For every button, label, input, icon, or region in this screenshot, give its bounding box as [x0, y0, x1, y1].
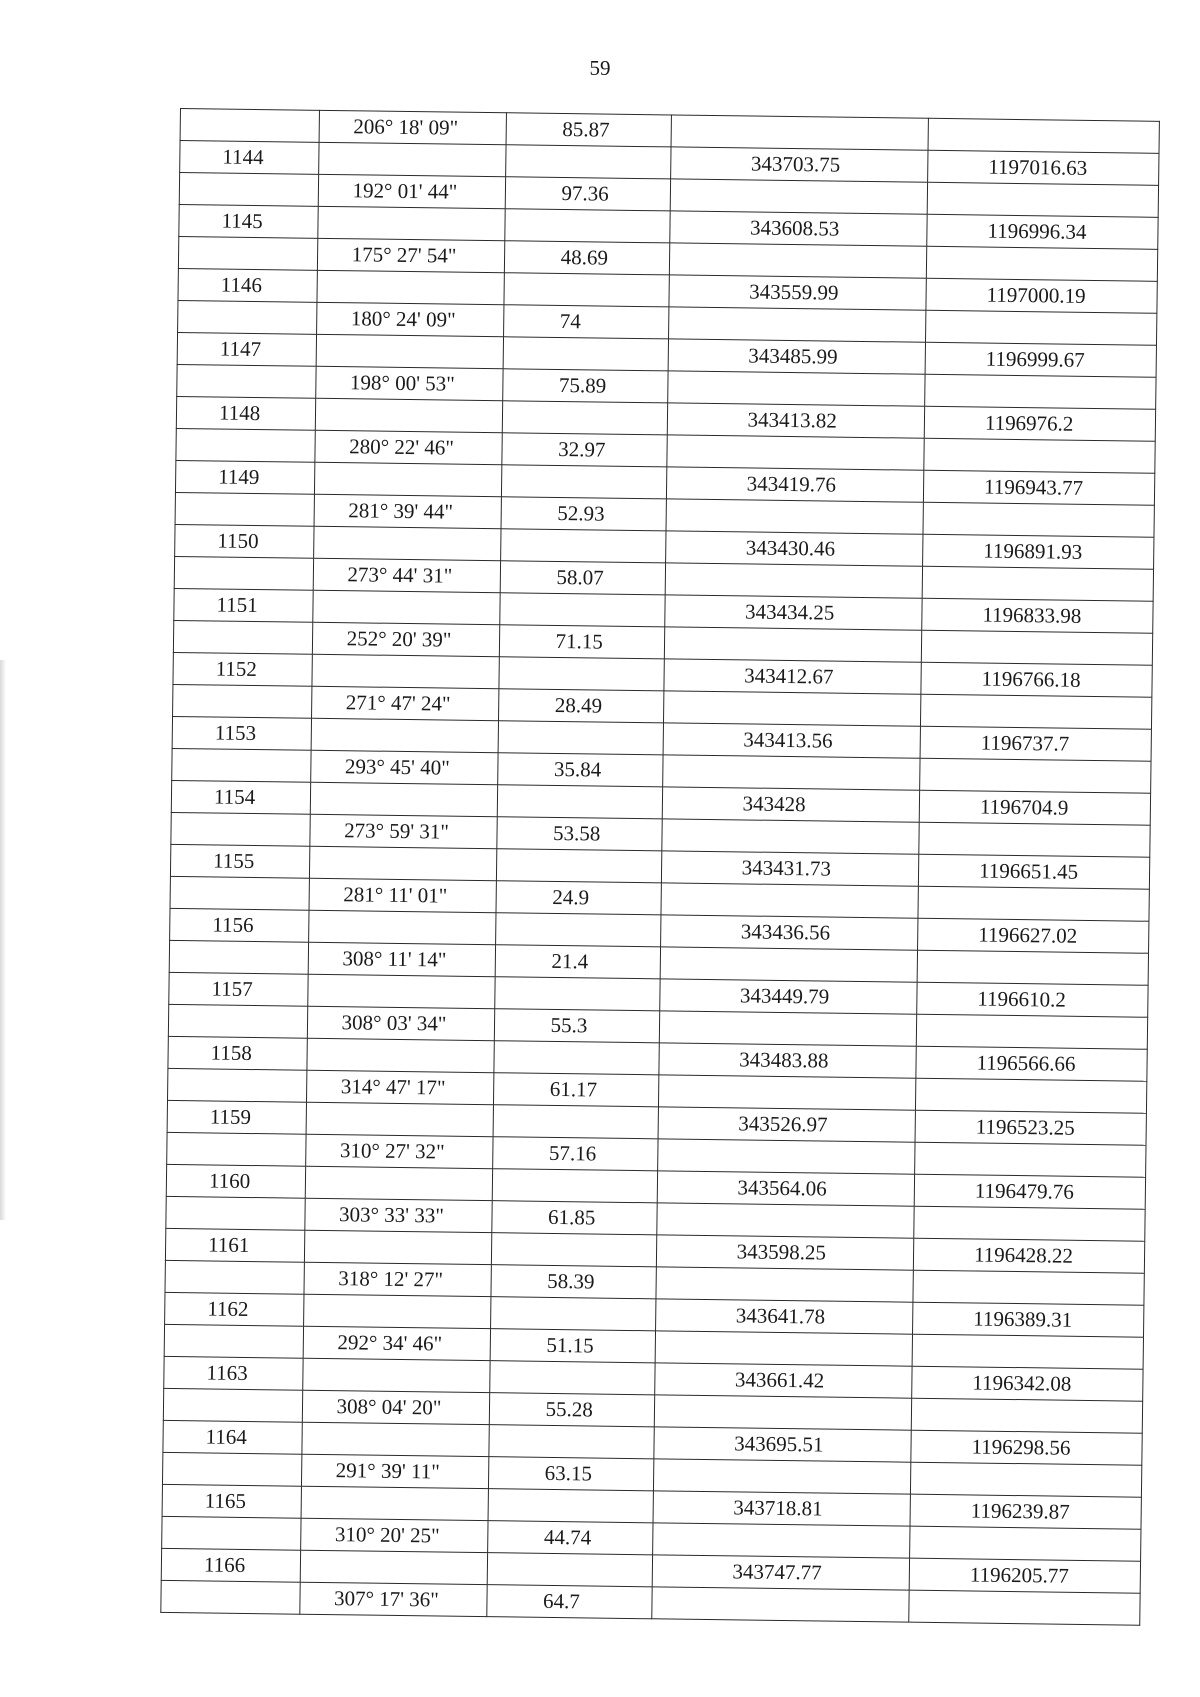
- distance-cell: 32.97: [501, 433, 666, 467]
- station-cell: [162, 1452, 301, 1486]
- easting-cell: 343747.77: [652, 1555, 910, 1590]
- bearing-cell: 314° 47' 17": [306, 1070, 493, 1104]
- easting-cell: 343661.42: [654, 1363, 912, 1398]
- bearing-cell: [304, 1230, 491, 1264]
- bearing-cell: 273° 44' 31": [313, 558, 500, 592]
- northing-cell: 1196891.93: [923, 534, 1154, 569]
- northing-cell: [919, 822, 1150, 857]
- northing-cell: [924, 438, 1155, 473]
- station-cell: [177, 364, 316, 398]
- northing-cell: 1196610.2: [917, 982, 1148, 1017]
- easting-cell: 343419.76: [666, 467, 924, 502]
- distance-cell: [490, 1297, 655, 1331]
- bearing-cell: 192° 01' 44": [318, 174, 505, 208]
- distance-cell: 55.3: [494, 1009, 659, 1043]
- bearing-cell: [302, 1358, 489, 1392]
- easting-cell: [670, 179, 928, 214]
- bearing-cell: 303° 33' 33": [304, 1198, 491, 1232]
- easting-cell: [657, 1139, 915, 1174]
- easting-cell: 343413.56: [663, 723, 921, 758]
- easting-cell: 343413.82: [667, 403, 925, 438]
- bearing-cell: [311, 718, 498, 752]
- easting-cell: 343430.46: [665, 531, 923, 566]
- distance-cell: 57.16: [492, 1137, 657, 1171]
- station-cell: [166, 1196, 305, 1230]
- station-cell: 1145: [179, 204, 318, 238]
- distance-cell: [499, 657, 664, 691]
- station-cell: 1157: [169, 972, 308, 1006]
- bearing-cell: 273° 59' 31": [309, 814, 496, 848]
- distance-cell: 71.15: [499, 625, 664, 659]
- distance-cell: [502, 401, 667, 435]
- station-cell: [168, 1004, 307, 1038]
- northing-cell: [909, 1590, 1140, 1625]
- northing-cell: 1197000.19: [926, 278, 1157, 313]
- bearing-cell: 206° 18' 09": [319, 110, 506, 144]
- distance-cell: 53.58: [496, 817, 661, 851]
- easting-cell: 343412.67: [664, 659, 922, 694]
- station-cell: 1154: [171, 780, 310, 814]
- distance-cell: [493, 1105, 658, 1139]
- northing-cell: [910, 1462, 1141, 1497]
- easting-cell: [653, 1459, 911, 1494]
- distance-cell: 97.36: [505, 177, 670, 211]
- distance-cell: [489, 1361, 654, 1395]
- northing-cell: [910, 1526, 1141, 1561]
- station-cell: [168, 1068, 307, 1102]
- station-cell: 1163: [164, 1356, 303, 1390]
- station-cell: [172, 748, 311, 782]
- bearing-cell: 281° 39' 44": [314, 494, 501, 528]
- northing-cell: [926, 246, 1157, 281]
- easting-cell: 343526.97: [658, 1107, 916, 1142]
- northing-cell: [928, 118, 1159, 153]
- station-cell: [169, 940, 308, 974]
- bearing-cell: 308° 03' 34": [307, 1006, 494, 1040]
- station-cell: [165, 1260, 304, 1294]
- bearing-cell: 271° 47' 24": [311, 686, 498, 720]
- bearing-cell: [305, 1166, 492, 1200]
- easting-cell: 343695.51: [653, 1427, 911, 1462]
- bearing-cell: 310° 20' 25": [300, 1518, 487, 1552]
- distance-cell: 58.39: [491, 1265, 656, 1299]
- easting-cell: [659, 1011, 917, 1046]
- northing-cell: [920, 694, 1151, 729]
- distance-cell: [497, 785, 662, 819]
- northing-cell: [912, 1334, 1143, 1369]
- distance-cell: 61.85: [491, 1201, 656, 1235]
- northing-cell: 1196428.22: [913, 1238, 1144, 1273]
- northing-cell: 1196737.7: [920, 726, 1151, 761]
- easting-cell: [664, 627, 922, 662]
- station-cell: 1151: [174, 588, 313, 622]
- distance-cell: 58.07: [500, 561, 665, 595]
- distance-cell: 21.4: [495, 945, 660, 979]
- station-cell: 1162: [165, 1292, 304, 1326]
- station-cell: [180, 109, 319, 143]
- northing-cell: [914, 1206, 1145, 1241]
- northing-cell: [925, 374, 1156, 409]
- bearing-cell: 280° 22' 46": [314, 430, 501, 464]
- northing-cell: 1196205.77: [909, 1558, 1140, 1593]
- station-cell: [174, 556, 313, 590]
- northing-cell: [921, 630, 1152, 665]
- distance-cell: 85.87: [506, 113, 671, 147]
- bearing-cell: 198° 00' 53": [315, 366, 502, 400]
- station-cell: 1156: [170, 908, 309, 942]
- easting-cell: [666, 435, 924, 470]
- bearing-cell: 307° 17' 36": [299, 1582, 486, 1616]
- station-cell: [170, 876, 309, 910]
- bearing-cell: 180° 24' 09": [316, 302, 503, 336]
- bearing-cell: 318° 12' 27": [304, 1262, 491, 1296]
- distance-cell: 75.89: [502, 369, 667, 403]
- station-cell: 1158: [168, 1036, 307, 1070]
- bearing-cell: [314, 462, 501, 496]
- northing-cell: 1196833.98: [922, 598, 1153, 633]
- bearing-cell: [309, 846, 496, 880]
- distance-cell: 63.15: [488, 1457, 653, 1491]
- easting-cell: 343559.99: [669, 275, 927, 310]
- page-number: 59: [589, 56, 611, 80]
- easting-cell: [663, 691, 921, 726]
- distance-cell: 74: [503, 305, 668, 339]
- station-cell: [161, 1580, 300, 1614]
- northing-cell: [922, 566, 1153, 601]
- easting-cell: [655, 1331, 913, 1366]
- bearing-cell: 293° 45' 40": [310, 750, 497, 784]
- easting-cell: 343598.25: [656, 1235, 914, 1270]
- bearing-cell: [312, 590, 499, 624]
- easting-cell: 343483.88: [658, 1043, 916, 1078]
- distance-cell: 64.7: [486, 1585, 651, 1619]
- easting-cell: [652, 1523, 910, 1558]
- station-cell: [163, 1388, 302, 1422]
- station-cell: 1146: [178, 268, 317, 302]
- distance-cell: 61.17: [493, 1073, 658, 1107]
- easting-cell: [651, 1587, 909, 1622]
- easting-cell: 343436.56: [660, 915, 918, 950]
- northing-cell: [916, 1014, 1147, 1049]
- distance-cell: 24.9: [496, 881, 661, 915]
- distance-cell: [500, 529, 665, 563]
- station-cell: [171, 812, 310, 846]
- easting-cell: [671, 115, 929, 150]
- station-cell: [179, 173, 318, 207]
- station-cell: 1152: [173, 652, 312, 686]
- bearing-cell: [310, 782, 497, 816]
- bearing-cell: 310° 27' 32": [305, 1134, 492, 1168]
- distance-cell: 51.15: [490, 1329, 655, 1363]
- station-cell: [178, 300, 317, 334]
- distance-cell: [488, 1425, 653, 1459]
- bearing-cell: [307, 1038, 494, 1072]
- northing-cell: 1196389.31: [912, 1302, 1143, 1337]
- easting-cell: [656, 1203, 914, 1238]
- station-cell: 1164: [163, 1420, 302, 1454]
- station-cell: 1149: [175, 460, 314, 494]
- station-cell: [164, 1324, 303, 1358]
- station-cell: [162, 1516, 301, 1550]
- bearing-cell: 291° 39' 11": [301, 1454, 488, 1488]
- distance-cell: 55.28: [489, 1393, 654, 1427]
- station-cell: [176, 428, 315, 462]
- bearing-cell: [301, 1422, 488, 1456]
- distance-cell: 28.49: [498, 689, 663, 723]
- bearing-cell: [313, 526, 500, 560]
- easting-cell: [668, 307, 926, 342]
- station-cell: [173, 684, 312, 718]
- northing-cell: 1196239.87: [910, 1494, 1141, 1529]
- northing-cell: [920, 758, 1151, 793]
- bearing-cell: [301, 1486, 488, 1520]
- bearing-cell: 292° 34' 46": [303, 1326, 490, 1360]
- station-cell: [175, 492, 314, 526]
- distance-cell: [495, 913, 660, 947]
- easting-cell: [660, 947, 918, 982]
- northing-cell: 1196766.18: [921, 662, 1152, 697]
- bearing-cell: 308° 04' 20": [302, 1390, 489, 1424]
- easting-cell: 343485.99: [668, 339, 926, 374]
- station-cell: 1161: [165, 1228, 304, 1262]
- station-cell: 1166: [161, 1548, 300, 1582]
- northing-cell: [918, 886, 1149, 921]
- easting-cell: [669, 243, 927, 278]
- distance-cell: [498, 721, 663, 755]
- distance-cell: [487, 1553, 652, 1587]
- distance-cell: [504, 209, 669, 243]
- northing-cell: 1196342.08: [912, 1366, 1143, 1401]
- bearing-cell: 175° 27' 54": [317, 238, 504, 272]
- scan-edge-shadow: [0, 660, 6, 1220]
- northing-cell: 1196566.66: [916, 1046, 1147, 1081]
- northing-cell: [911, 1398, 1142, 1433]
- distance-cell: [496, 849, 661, 883]
- northing-cell: 1196943.77: [923, 470, 1154, 505]
- northing-cell: 1196704.9: [919, 790, 1150, 825]
- survey-coordinates-table: [160, 108, 1160, 1626]
- easting-cell: [656, 1267, 914, 1302]
- easting-cell: [665, 563, 923, 598]
- easting-cell: 343449.79: [659, 979, 917, 1014]
- distance-cell: 52.93: [501, 497, 666, 531]
- station-cell: 1153: [172, 716, 311, 750]
- northing-cell: [917, 950, 1148, 985]
- northing-cell: [925, 310, 1156, 345]
- bearing-cell: [317, 270, 504, 304]
- northing-cell: [915, 1142, 1146, 1177]
- distance-cell: [491, 1233, 656, 1267]
- station-cell: 1155: [170, 844, 309, 878]
- bearing-cell: [315, 398, 502, 432]
- northing-cell: 1196996.34: [927, 214, 1158, 249]
- station-cell: 1144: [180, 141, 319, 175]
- easting-cell: [666, 499, 924, 534]
- northing-cell: [915, 1078, 1146, 1113]
- northing-cell: 1197016.63: [928, 150, 1159, 185]
- station-cell: 1160: [166, 1164, 305, 1198]
- bearing-cell: 308° 11' 14": [308, 942, 495, 976]
- distance-cell: 44.74: [487, 1521, 652, 1555]
- easting-cell: 343431.73: [661, 851, 919, 886]
- easting-cell: 343608.53: [669, 211, 927, 246]
- distance-cell: [499, 593, 664, 627]
- northing-cell: 1196999.67: [925, 342, 1156, 377]
- distance-cell: [488, 1489, 653, 1523]
- bearing-cell: [317, 206, 504, 240]
- northing-cell: [927, 182, 1158, 217]
- distance-cell: [501, 465, 666, 499]
- northing-cell: 1196523.25: [915, 1110, 1146, 1145]
- northing-cell: [923, 502, 1154, 537]
- survey-table-body: [161, 109, 1160, 1626]
- bearing-cell: [316, 334, 503, 368]
- northing-cell: 1196479.76: [914, 1174, 1145, 1209]
- distance-cell: [505, 145, 670, 179]
- bearing-cell: [312, 654, 499, 688]
- station-cell: 1147: [177, 332, 316, 366]
- station-cell: 1165: [162, 1484, 301, 1518]
- easting-cell: 343434.25: [664, 595, 922, 630]
- bearing-cell: [307, 974, 494, 1008]
- distance-cell: [503, 337, 668, 371]
- bearing-cell: [303, 1294, 490, 1328]
- easting-cell: [658, 1075, 916, 1110]
- bearing-cell: 252° 20' 39": [312, 622, 499, 656]
- easting-cell: 343564.06: [657, 1171, 915, 1206]
- northing-cell: 1196651.45: [918, 854, 1149, 889]
- station-cell: [167, 1132, 306, 1166]
- distance-cell: [504, 273, 669, 307]
- station-cell: 1150: [175, 524, 314, 558]
- bearing-cell: [318, 142, 505, 176]
- easting-cell: [661, 883, 919, 918]
- distance-cell: [492, 1169, 657, 1203]
- station-cell: 1159: [167, 1100, 306, 1134]
- easting-cell: [667, 371, 925, 406]
- distance-cell: [493, 1041, 658, 1075]
- northing-cell: 1196298.56: [911, 1430, 1142, 1465]
- distance-cell: 48.69: [504, 241, 669, 275]
- distance-cell: 35.84: [497, 753, 662, 787]
- northing-cell: 1196976.2: [924, 406, 1155, 441]
- easting-cell: [654, 1395, 912, 1430]
- station-cell: [173, 620, 312, 654]
- bearing-cell: 281° 11' 01": [309, 878, 496, 912]
- distance-cell: [494, 977, 659, 1011]
- station-cell: [178, 236, 317, 270]
- bearing-cell: [306, 1102, 493, 1136]
- easting-cell: 343641.78: [655, 1299, 913, 1334]
- northing-cell: 1196627.02: [918, 918, 1149, 953]
- easting-cell: 343703.75: [670, 147, 928, 182]
- easting-cell: [662, 755, 920, 790]
- easting-cell: [661, 819, 919, 854]
- station-cell: 1148: [176, 396, 315, 430]
- easting-cell: 343428: [662, 787, 920, 822]
- northing-cell: [913, 1270, 1144, 1305]
- bearing-cell: [308, 910, 495, 944]
- bearing-cell: [300, 1550, 487, 1584]
- easting-cell: 343718.81: [653, 1491, 911, 1526]
